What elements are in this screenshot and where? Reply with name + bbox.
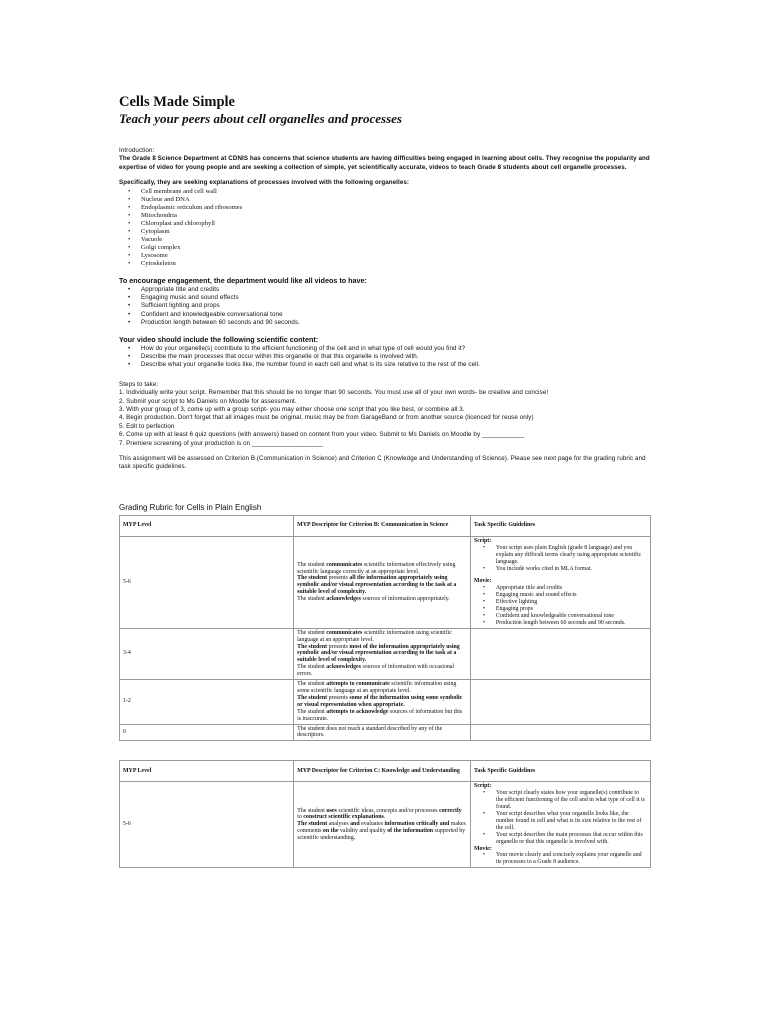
level-cell: 3-4 xyxy=(120,628,294,679)
list-item: • Chloroplast and chlorophyll xyxy=(141,220,651,228)
level-cell: 1-2 xyxy=(120,680,294,724)
movie-guidelines xyxy=(474,852,647,866)
descriptor-text: presents xyxy=(328,694,348,701)
step-item: 7. Premiere screening of your production is on ____________________ xyxy=(119,439,323,447)
descriptor-keyword: attempts to communicate xyxy=(326,681,390,688)
intro-label: Introduction: xyxy=(119,147,155,154)
descriptor-text: The student xyxy=(297,807,327,814)
descriptor-text: sources of information appropriately. xyxy=(360,596,450,603)
column-header: Task Specific Guidelines xyxy=(471,761,651,782)
descriptor-text: analyses xyxy=(328,821,349,828)
step-item: 6. Come up with at least 6 quiz questions (with answers) based on content from your video. Submit to Ms Daniels on Moodle by ____________ xyxy=(119,431,525,439)
rubric-table-criterion-c xyxy=(119,760,651,868)
assessment-note xyxy=(119,455,651,472)
descriptor-keyword: correctly xyxy=(439,807,462,814)
descriptor-keyword: uses xyxy=(326,807,337,814)
document-subtitle: Teach your peers about cell organelles and processes xyxy=(119,111,402,126)
descriptor-text: The student xyxy=(297,629,327,636)
list-item: • Engaging music and sound effects xyxy=(141,294,651,302)
descriptor-text: validity and quality xyxy=(339,828,386,835)
descriptor-keyword: communicates xyxy=(326,629,363,636)
descriptor-text: scientific information using some scientific language at an appropriate level. xyxy=(297,681,457,694)
descriptor-text: supported by scientific understanding xyxy=(297,828,466,842)
level-cell: 5-6 xyxy=(120,782,294,868)
descriptor-keyword: some of the information using some symbolic or visual representation when appropriate. xyxy=(297,694,463,708)
descriptor-keyword: attempts to acknowledge xyxy=(326,708,389,715)
descriptor-text: The student does not reach a standard described by any of the descriptors. xyxy=(297,725,443,739)
list-item: • Cytoplasm xyxy=(141,228,651,236)
document-page xyxy=(119,94,651,868)
descriptor-text: presents xyxy=(328,575,348,582)
list-item: • Production length between 60 seconds and 90 seconds. xyxy=(496,620,647,627)
list-item: • Production length between 60 seconds and 90 seconds. xyxy=(141,319,651,327)
descriptor-keyword: information critically and xyxy=(383,821,451,828)
list-item: • Mitochondria xyxy=(141,212,651,220)
descriptor-text: to xyxy=(297,814,304,821)
descriptor-text: The student xyxy=(297,681,327,688)
table-row xyxy=(120,782,651,868)
engagement-heading: To encourage engagement, the department would like all videos to have: xyxy=(119,275,367,285)
assessment-note-text: This assignment will be assessed on Criterion B (Communication in Science) and Criterion C (Knowledge and Understanding of Science). Please see next page for the grading rubric and task specific guidelines. xyxy=(119,455,646,471)
descriptor-text: sources of information but this is inaccurate. xyxy=(297,708,463,722)
descriptor-keyword: The student xyxy=(297,643,329,650)
table-header-row xyxy=(120,761,651,782)
descriptor-text: evaluates xyxy=(361,821,384,828)
descriptor-keyword: of the information xyxy=(385,828,435,835)
list-item: • Your script describes the main processes that occur within this organelle or that this organelle is involved with. xyxy=(496,832,647,846)
descriptor-text: The student xyxy=(297,664,327,671)
list-item: • Describe what your organelle looks like, the number found in each cell and what is its size relative to the rest of the cell. xyxy=(141,361,651,369)
descriptor-keyword: acknowledges xyxy=(326,664,361,671)
list-item: • Engaging music and sound effects xyxy=(496,592,647,599)
descriptor-keyword: and xyxy=(348,821,362,828)
descriptor-text: makes comments xyxy=(297,821,466,835)
rubric-title: Grading Rubric for Cells in Plain English xyxy=(119,502,262,512)
list-item: • Nucleus and DNA xyxy=(141,196,651,204)
guidelines-cell-empty xyxy=(470,724,650,741)
descriptor-keyword: . xyxy=(353,835,356,842)
descriptor-text: The student xyxy=(297,708,327,715)
guidelines-cell xyxy=(470,536,650,628)
intro-text: The Grade 8 Science Department at CDNIS has concerns that science students are having difficulties being engaged in learning about cells. They recognise the popularity and expertise of video for young people and are seeking a collection of simple, yet scientifically accurate, videos to teach Grade 8 students about cell organelle processes. xyxy=(119,155,650,171)
script-guidelines xyxy=(474,545,647,573)
list-item: • Endoplasmic reticulum and ribosomes xyxy=(141,204,651,212)
step-item: 3. With your group of 3, come up with a group script- you may either choose one script that you like best, or combine all 3. xyxy=(119,406,465,414)
descriptor-keyword: construct scientific explanations xyxy=(303,814,384,821)
list-item: • Golgi complex xyxy=(141,244,651,252)
table-header-row xyxy=(120,515,651,536)
descriptor-text: . xyxy=(383,814,386,821)
table-row xyxy=(120,536,651,628)
descriptor-text: sources of information with occasional errors. xyxy=(297,664,455,678)
movie-label: Movie: xyxy=(473,578,492,585)
descriptor-cell xyxy=(294,628,471,679)
document-title: Cells Made Simple xyxy=(119,94,235,110)
steps-label: Steps to take: xyxy=(119,380,159,388)
list-item: • How do your organelle(s) contribute to the efficient functioning of the cell and in what type of cell would you find it? xyxy=(141,345,651,353)
list-item: • Confident and knowledgeable conversational tone xyxy=(496,613,647,620)
introduction-section xyxy=(119,147,651,172)
list-item: • Sufficient lighting and props xyxy=(141,302,651,310)
descriptor-text: The student xyxy=(297,596,327,603)
movie-label: Movie: xyxy=(474,845,492,852)
descriptor-cell xyxy=(294,680,471,724)
level-cell: 0 xyxy=(120,724,294,741)
list-item: • Appropriate title and credits xyxy=(141,286,651,294)
organelles-heading: Specifically, they are seeking explanations of processes involved with the following organelles: xyxy=(119,179,410,187)
table-row xyxy=(120,724,651,741)
column-header: MYP Descriptor for Criterion C: Knowledge and Understanding xyxy=(294,761,471,782)
steps-section xyxy=(119,381,651,448)
script-label: Script: xyxy=(474,783,492,790)
guidelines-cell xyxy=(471,782,651,868)
list-item: • Cytoskeleton xyxy=(141,260,651,268)
descriptor-keyword: acknowledges xyxy=(326,596,361,603)
movie-guidelines xyxy=(474,585,647,626)
column-header: MYP Level xyxy=(120,761,294,782)
descriptor-keyword: communicates xyxy=(326,561,363,568)
content-list xyxy=(119,345,651,370)
step-item: 2. Submit your script to Ms Daniels on Moodle for assessment. xyxy=(119,397,297,405)
list-item: • Effective lighting xyxy=(496,599,647,606)
list-item: • Vacuole xyxy=(141,236,651,244)
descriptor-keyword: most of the information appropriately using symbolic and/or visual representation according to the task at a suitable level of complexity. xyxy=(297,643,460,664)
table-row xyxy=(120,628,651,679)
list-item: • Your script describes what your organelle looks like, the number found in cell and what is its size relative to the rest of the cell. xyxy=(496,811,647,832)
descriptor-text: presents xyxy=(328,643,348,650)
level-cell: 5-6 xyxy=(120,536,294,628)
list-item: • Your movie clearly and concisely explains your organelle and its processes to a Grade 8 audience. xyxy=(496,852,647,866)
descriptor-cell xyxy=(294,782,471,868)
list-item: • Confident and knowledgeable conversational tone xyxy=(141,311,651,319)
step-item: 1. Individually write your script. Remember that this should be no longer than 90 seconds. You must use all of your own words- be creative and concise! xyxy=(119,389,549,397)
list-item: • You include works cited in MLA format. xyxy=(496,566,647,573)
guidelines-cell-empty xyxy=(470,628,650,679)
script-guidelines xyxy=(474,790,647,845)
guidelines-cell-empty xyxy=(470,680,650,724)
list-item: • Engaging props xyxy=(496,606,647,613)
descriptor-cell xyxy=(294,724,471,741)
engagement-list xyxy=(119,286,651,328)
list-item: • Your script clearly states how your organelle(s) contribute to the efficient functioning of the cell and in what type of cell it is found. xyxy=(496,790,647,811)
column-header: MYP Descriptor for Criterion B: Communication in Science xyxy=(294,515,471,536)
step-item: 5. Edit to perfection xyxy=(119,422,175,430)
organelles-section xyxy=(119,179,651,187)
rubric-table-criterion-b xyxy=(119,515,651,741)
descriptor-text: scientific information using scientific language at an appropriate level. xyxy=(297,629,452,643)
descriptor-text: scientific information effectively using scientific language correctly at an appropriate level. xyxy=(297,561,456,575)
descriptor-text: The student xyxy=(297,561,327,568)
script-label: Script: xyxy=(473,537,492,544)
descriptor-keyword: all the information appropriately using symbolic and/or visual representation according to the task at a suitable level of complexity. xyxy=(297,575,457,596)
descriptor-keyword: on the xyxy=(321,828,340,835)
content-heading: Your video should include the following scientific content: xyxy=(119,334,319,344)
step-item: 4. Begin production. Don't forget that all images must be original, music may be from GarageBand or from another source (licenced for reuse only) xyxy=(119,414,534,422)
descriptor-keyword: The student xyxy=(297,821,329,828)
descriptor-keyword: The student xyxy=(297,575,329,582)
descriptor-keyword: The student xyxy=(297,694,329,701)
column-header: Task Specific Guidelines xyxy=(470,515,650,536)
descriptor-text: scientific ideas, concepts and/or processes xyxy=(336,807,440,814)
table-row xyxy=(120,680,651,724)
organelle-list xyxy=(119,188,651,269)
list-item: • Appropriate title and credits xyxy=(496,585,647,592)
descriptor-cell xyxy=(294,536,471,628)
list-item: • Lysosome xyxy=(141,252,651,260)
list-item: • Describe the main processes that occur within this organelle or that this organelle is involved with. xyxy=(141,353,651,361)
list-item: • Cell membrane and cell wall xyxy=(141,188,651,196)
list-item: • Your script uses plain English (grade 8 language) and you explain any difficult terms clearly using appropriate scientific language. xyxy=(496,545,647,566)
column-header: MYP Level xyxy=(120,515,294,536)
